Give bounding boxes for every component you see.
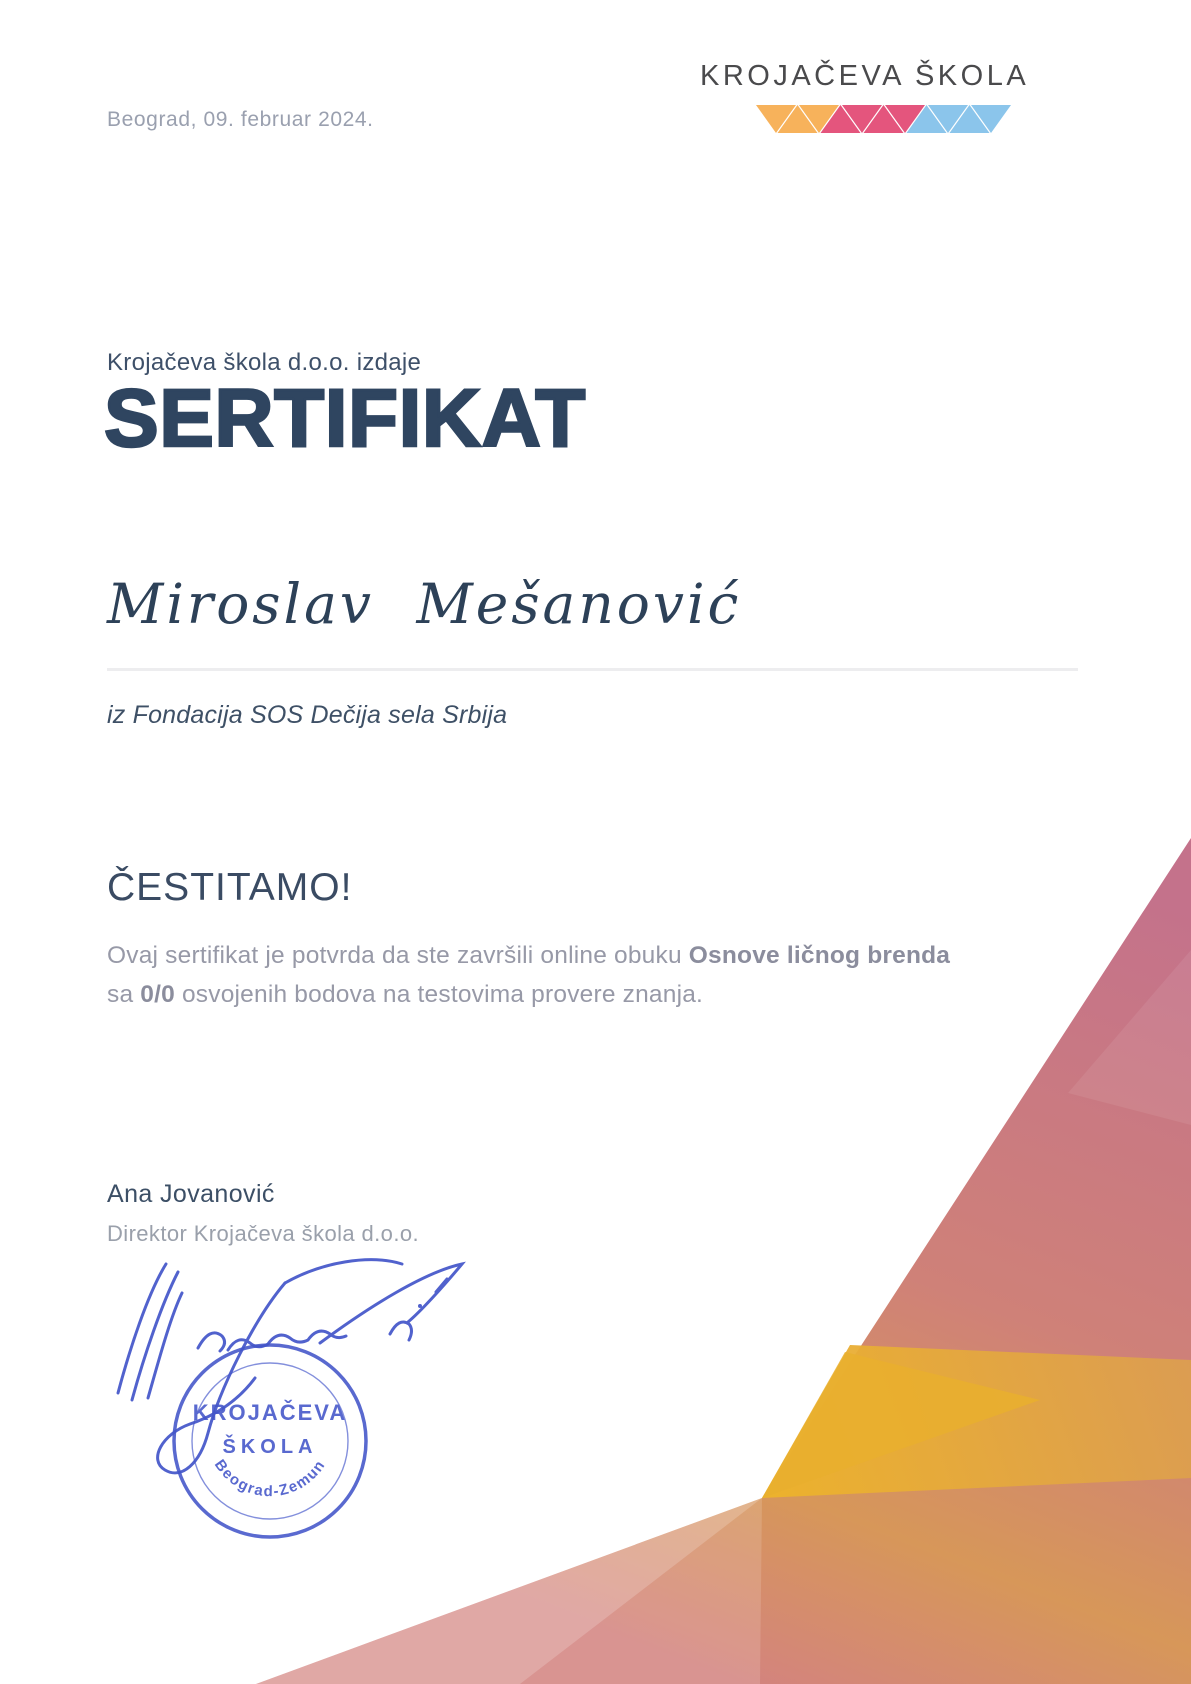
signature-and-stamp [70,1248,490,1588]
logo [700,60,1085,134]
congrats-body: Ovaj sertifikat je potvrda da ste završili online obuku Osnove ličnog brenda sa 0/0 osvojenih bodova na testovima provere znanja. [107,942,951,1008]
company-stamp [174,1345,366,1537]
issuer-line: Krojačeva škola d.o.o. izdaje [107,349,422,376]
director-name: Ana Jovanović [107,1180,275,1208]
stamp-arc-text: Beograd-Zemun [210,1456,330,1501]
recipient-name: Miroslav Mešanović [107,572,742,636]
recipient-organization: iz Fondacija SOS Dečija sela Srbija [107,701,508,729]
logo-text: KROJAČEVA ŠKOLA [700,60,1030,92]
svg-text:Beograd-Zemun [211,1456,329,1500]
director-role: Direktor Krojačeva škola d.o.o. [107,1221,419,1246]
date-location: Beograd, 09. februar 2024. [107,108,374,131]
congrats-heading: ČESTITAMO! [107,866,353,909]
certificate-title: SERTIFIKAT [104,373,586,464]
name-underline [107,668,1078,671]
stamp-line2: ŠKOLA [222,1436,318,1458]
logo-triangle-pattern-icon [756,104,1012,134]
stamp-line1: KROJAČEVA [192,1400,348,1425]
